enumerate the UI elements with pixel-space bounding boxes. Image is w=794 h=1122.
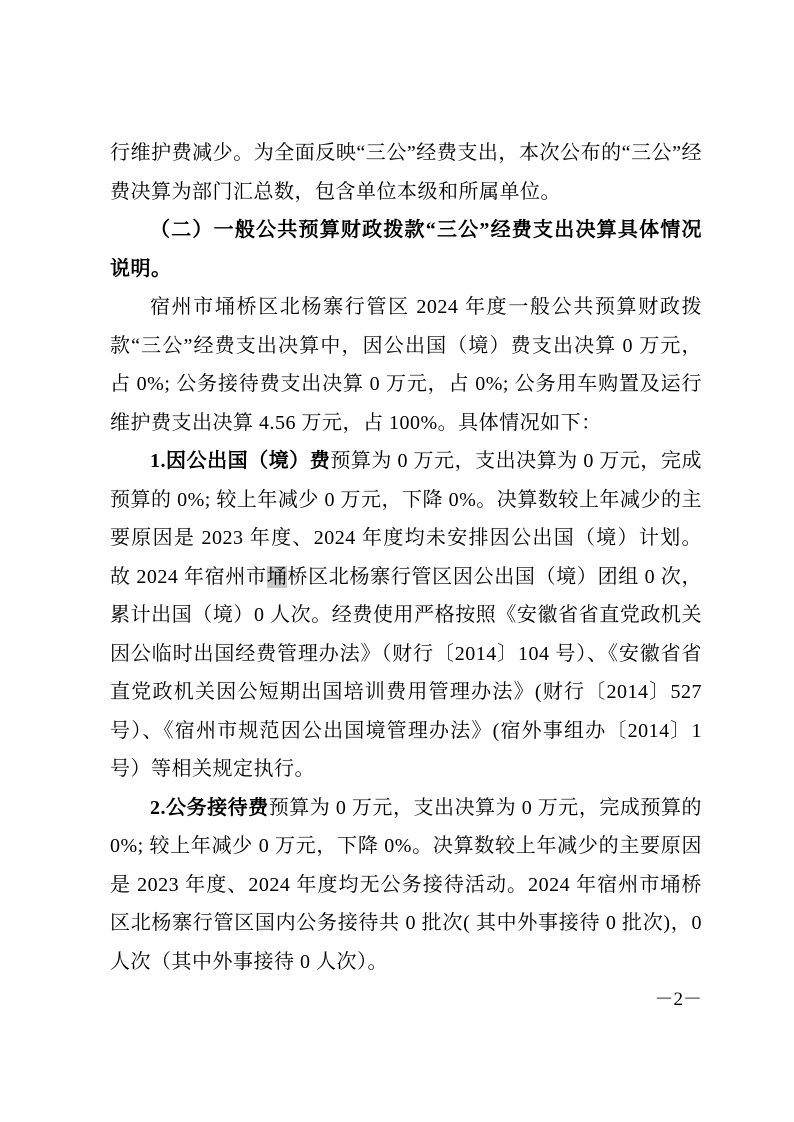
text-run-highlighted: 埇: [266, 565, 288, 588]
page-number: －2－: [654, 989, 702, 1010]
document-body: [110, 134, 702, 981]
text-run: 宿州市埇桥区北杨寨行管区 2024 年度一般公共预算财政拨款“三公”经费支出决算中，因公出国（境）费支出决算 0 万元，占 0%; 公务接待费支出决算 0 万元，占 0%; 公务用车购置及运行维护费支出决算 4.56 万元，占 100%。具体情况如下：: [110, 296, 702, 434]
text-run: 预算为 0 万元，支出决算为 0 万元，完成预算的 0%; 较上年减少 0 万元，下降 0%。决算数较上年减少的主要原因是 2023 年度、2024 年度均未安排因公出国（境）计划。故 2024 年宿州市: [110, 450, 703, 588]
para-continuation: [110, 134, 702, 211]
para-overview: [110, 288, 702, 442]
text-run-bold: （二）一般公共预算财政拨款“三公”经费支出决算具体情况说明。: [110, 219, 702, 280]
para-item1-abroad-expense: [110, 442, 702, 789]
text-run: 行维护费减少。为全面反映“三公”经费支出，本次公布的“三公”经费决算为部门汇总数，包含单位本级和所属单位。: [110, 142, 702, 203]
text-run-bold: 1.因公出国（境）费: [150, 450, 331, 472]
text-run-bold: 2.公务接待费: [150, 796, 269, 819]
text-run: 预算为 0 万元，支出决算为 0 万元，完成预算的 0%; 较上年减少 0 万元，下降 0%。决算数较上年减少的主要原因是 2023 年度、2024 年度均无公务接待活动。2024 年宿州市埇桥区北杨寨行管区国内公务接待共 0 批次( 其中外事接待 0 批次)，0 人次（其中外事接待 0 人次）。: [110, 796, 703, 973]
para-item2-reception-expense: [110, 789, 702, 982]
text-run: 桥区北杨寨行管区因公出国（境）团组 0 次，累计出国（境）0 人次。经费使用严格按照《安徽省省直党政机关因公临时出国经费管理办法》（财行〔2014〕104 号）、《安徽省省直党政机关因公短期出国培训费用管理办法》(财行〔2014〕527 号）、《宿州市规范因公出国境管理办法》(宿外事组办〔2014〕1 号）等相关规定执行。: [110, 565, 703, 780]
para-section-heading: [110, 211, 702, 288]
